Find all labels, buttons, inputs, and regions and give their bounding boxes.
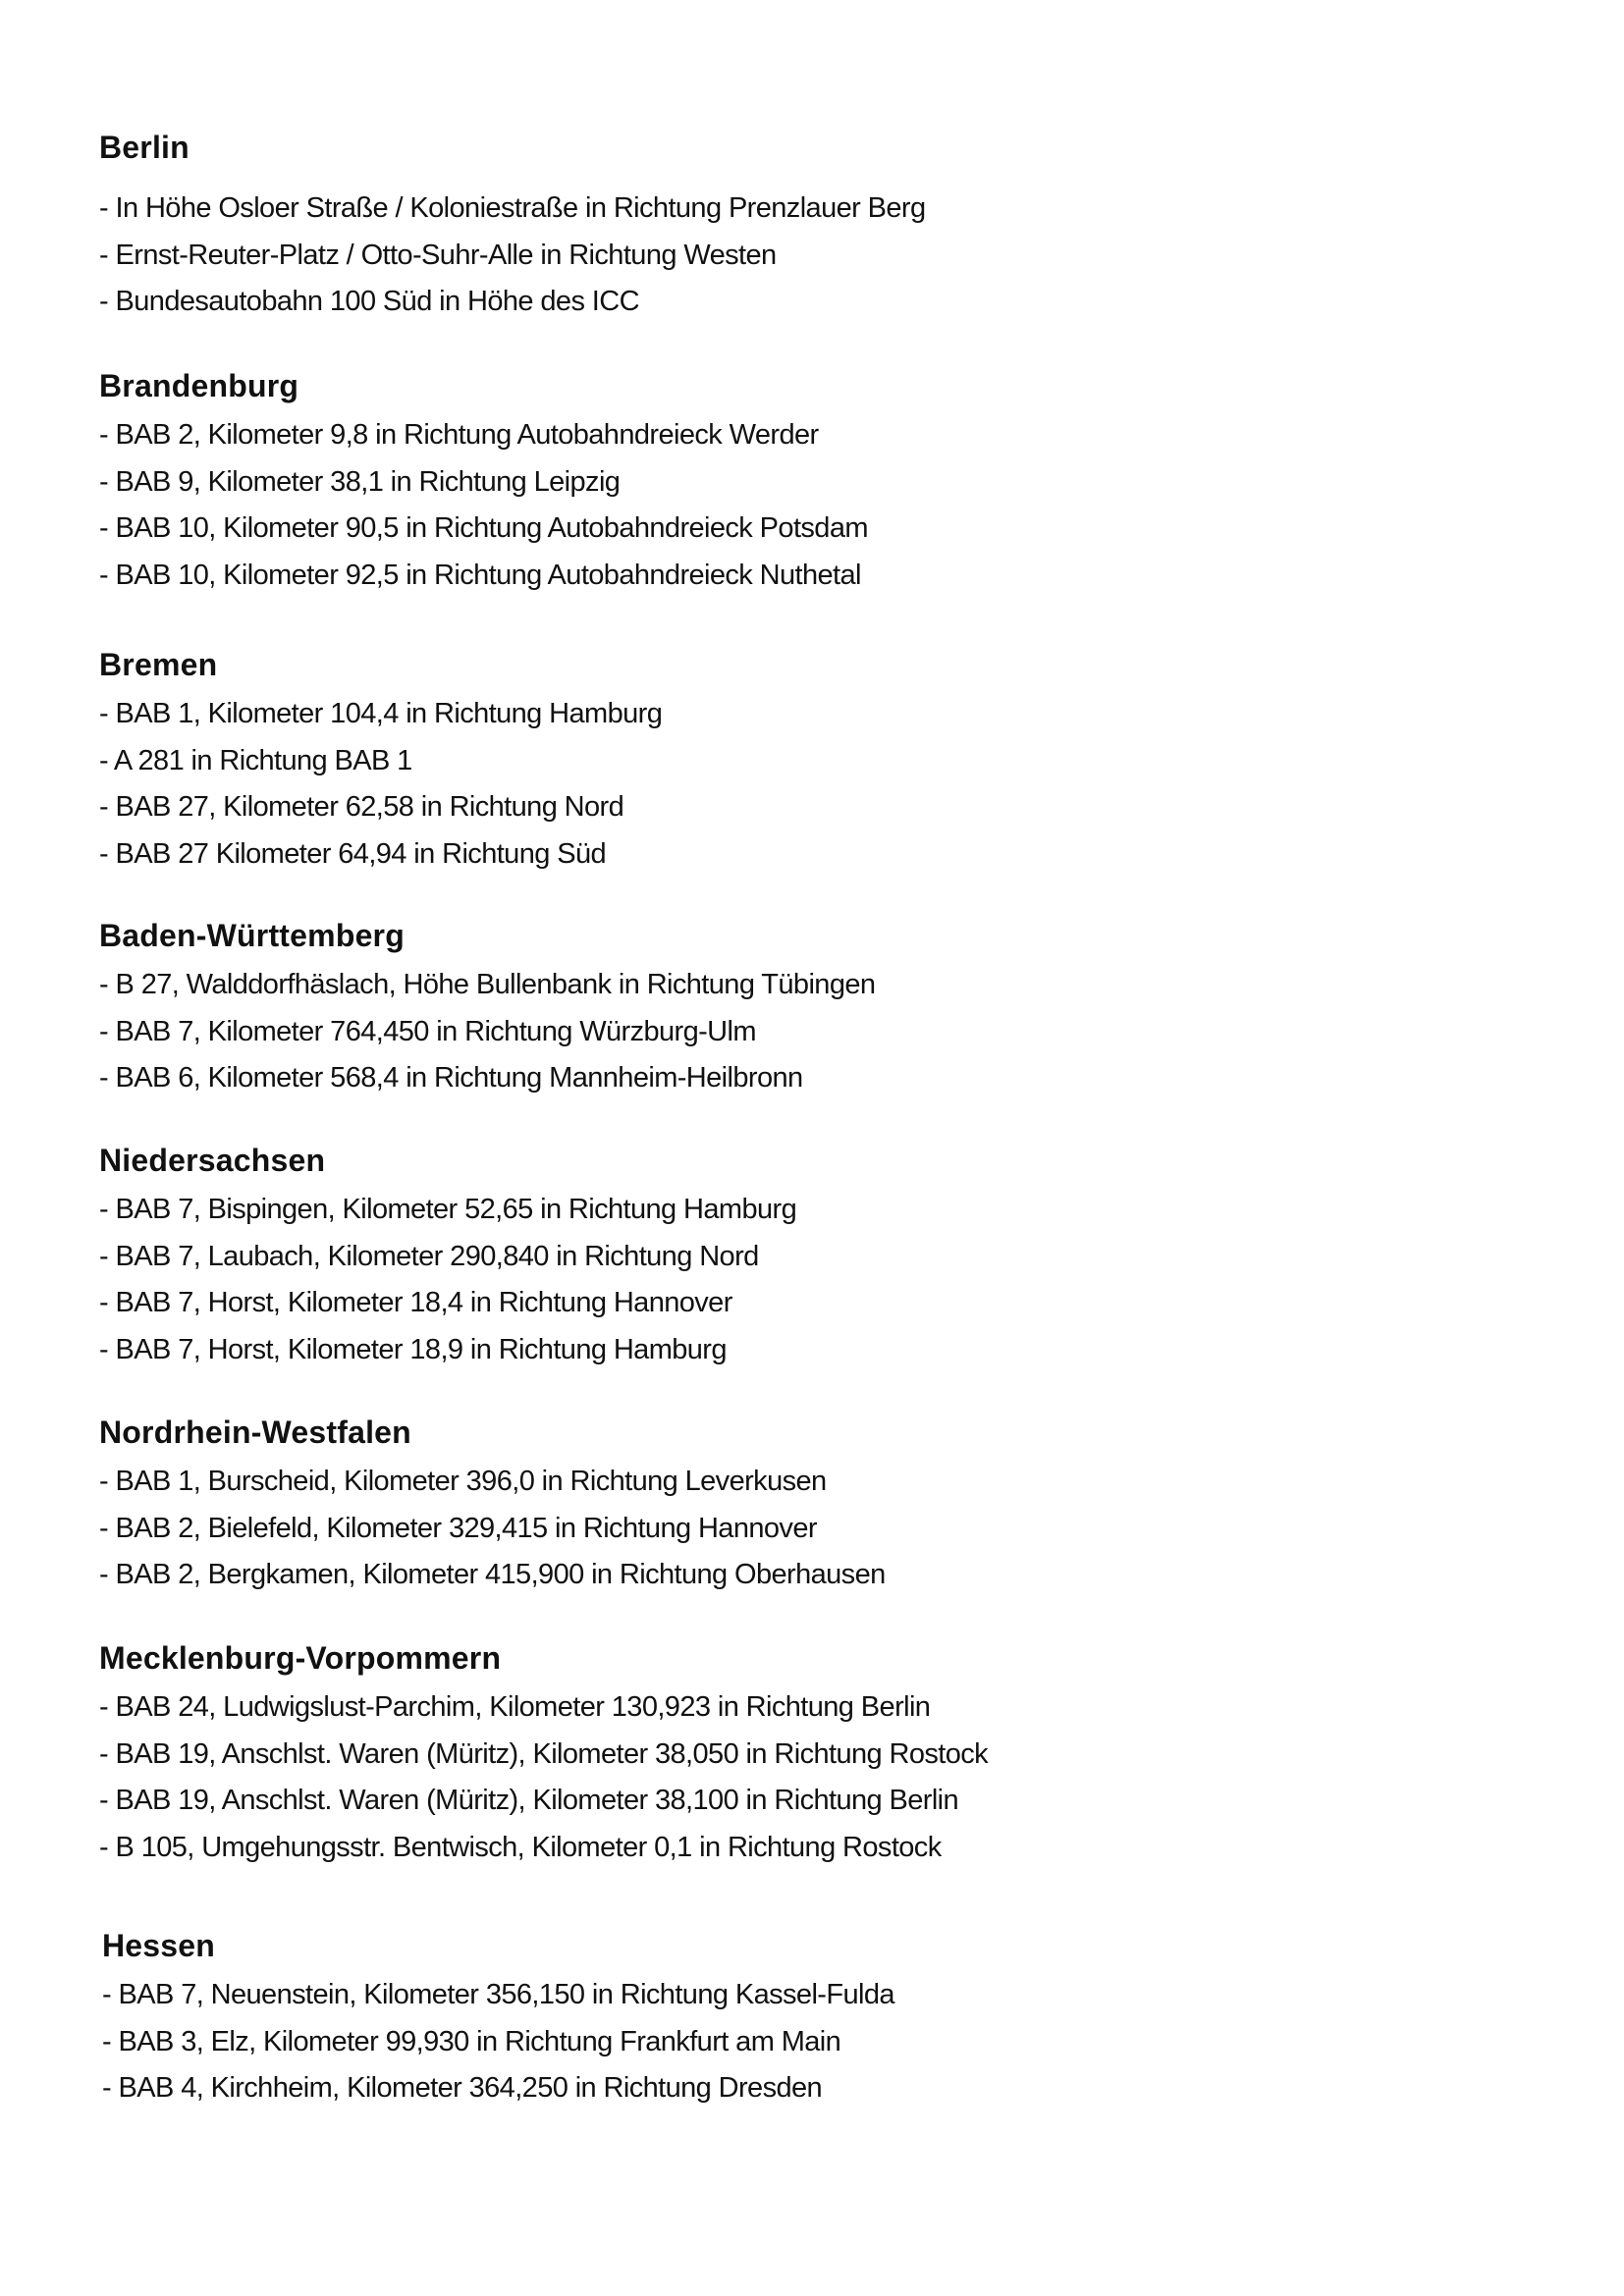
list-item: - Bundesautobahn 100 Süd in Höhe des ICC [99,286,639,317]
list-item: - BAB 10, Kilometer 90,5 in Richtung Autobahndreieck Potsdam [99,512,868,544]
list-item: - BAB 2, Bergkamen, Kilometer 415,900 in Richtung Oberhausen [99,1559,886,1590]
list-item: - BAB 9, Kilometer 38,1 in Richtung Leipzig [99,465,621,498]
location-list [99,412,1474,599]
section-heading: Hessen [102,1928,216,1963]
section-niedersachsen [99,1142,1474,1373]
list-item: - BAB 1, Kilometer 104,4 in Richtung Hamburg [99,698,663,729]
list-item: - BAB 27, Kilometer 62,58 in Richtung Nord [99,791,624,823]
list-item: - BAB 4, Kirchheim, Kilometer 364,250 in Richtung Dresden [102,2072,823,2104]
list-item: - BAB 7, Laubach, Kilometer 290,840 in Richtung Nord [99,1240,759,1272]
list-item: - BAB 19, Anschlst. Waren (Müritz), Kilometer 38,050 in Richtung Rostock [99,1737,989,1770]
location-list [99,1187,1474,1373]
list-item: - BAB 6, Kilometer 568,4 in Richtung Mannheim-Heilbronn [99,1062,803,1094]
list-item: - BAB 24, Ludwigslust-Parchim, Kilometer 130,923 in Richtung Berlin [99,1691,931,1723]
list-item: - BAB 2, Bielefeld, Kilometer 329,415 in Richtung Hannover [99,1512,817,1544]
list-item: - In Höhe Osloer Straße / Koloniestraße in Richtung Prenzlauer Berg [99,192,926,224]
list-item: - BAB 2, Kilometer 9,8 in Richtung Autobahndreieck Werder [99,419,819,451]
list-item: - BAB 7, Bispingen, Kilometer 52,65 in Richtung Hamburg [99,1194,797,1225]
location-list [102,1972,1477,2112]
location-list [99,1459,1474,1599]
section-hessen [102,1927,1477,2112]
section-brandenburg [99,367,1474,599]
location-list [99,962,1474,1102]
section-heading: Baden-Württemberg [99,918,405,953]
list-item: - BAB 3, Elz, Kilometer 99,930 in Richtung Frankfurt am Main [102,2025,841,2057]
list-item: - BAB 10, Kilometer 92,5 in Richtung Autobahndreieck Nuthetal [99,559,861,591]
section-heading: Niedersachsen [99,1143,326,1178]
list-item: - BAB 7, Horst, Kilometer 18,9 in Richtung Hamburg [99,1333,727,1365]
list-item: - BAB 7, Neuenstein, Kilometer 356,150 in Richtung Kassel-Fulda [102,1979,894,2010]
section-heading: Brandenburg [99,368,299,403]
list-item: - BAB 27 Kilometer 64,94 in Richtung Süd [99,837,607,870]
location-list [99,691,1474,878]
list-item: - BAB 7, Kilometer 764,450 in Richtung Würzburg-Ulm [99,1015,756,1047]
list-item: - BAB 19, Anschlst. Waren (Müritz), Kilometer 38,100 in Richtung Berlin [99,1785,959,1816]
list-item: - BAB 7, Horst, Kilometer 18,4 in Richtung Hannover [99,1287,732,1318]
list-item: - BAB 1, Burscheid, Kilometer 396,0 in Richtung Leverkusen [99,1466,827,1497]
section-baden-wuerttemberg [99,917,1474,1102]
section-heading: Bremen [99,647,218,682]
list-item: - B 27, Walddorfhäslach, Höhe Bullenbank in Richtung Tübingen [99,969,876,1000]
section-bremen [99,646,1474,878]
section-berlin [99,129,1474,326]
location-list [99,1684,1474,1871]
section-nordrhein-westfalen [99,1414,1474,1599]
list-item: - B 105, Umgehungsstr. Bentwisch, Kilometer 0,1 in Richtung Rostock [99,1831,942,1863]
section-heading: Berlin [99,130,189,165]
list-item: - Ernst-Reuter-Platz / Otto-Suhr-Alle in Richtung Westen [99,239,777,271]
location-list [99,186,1474,326]
section-heading: Mecklenburg-Vorpommern [99,1640,502,1676]
section-heading: Nordrhein-Westfalen [99,1415,411,1450]
list-item: - A 281 in Richtung BAB 1 [99,744,412,776]
section-mecklenburg-vorpommern [99,1639,1474,1871]
